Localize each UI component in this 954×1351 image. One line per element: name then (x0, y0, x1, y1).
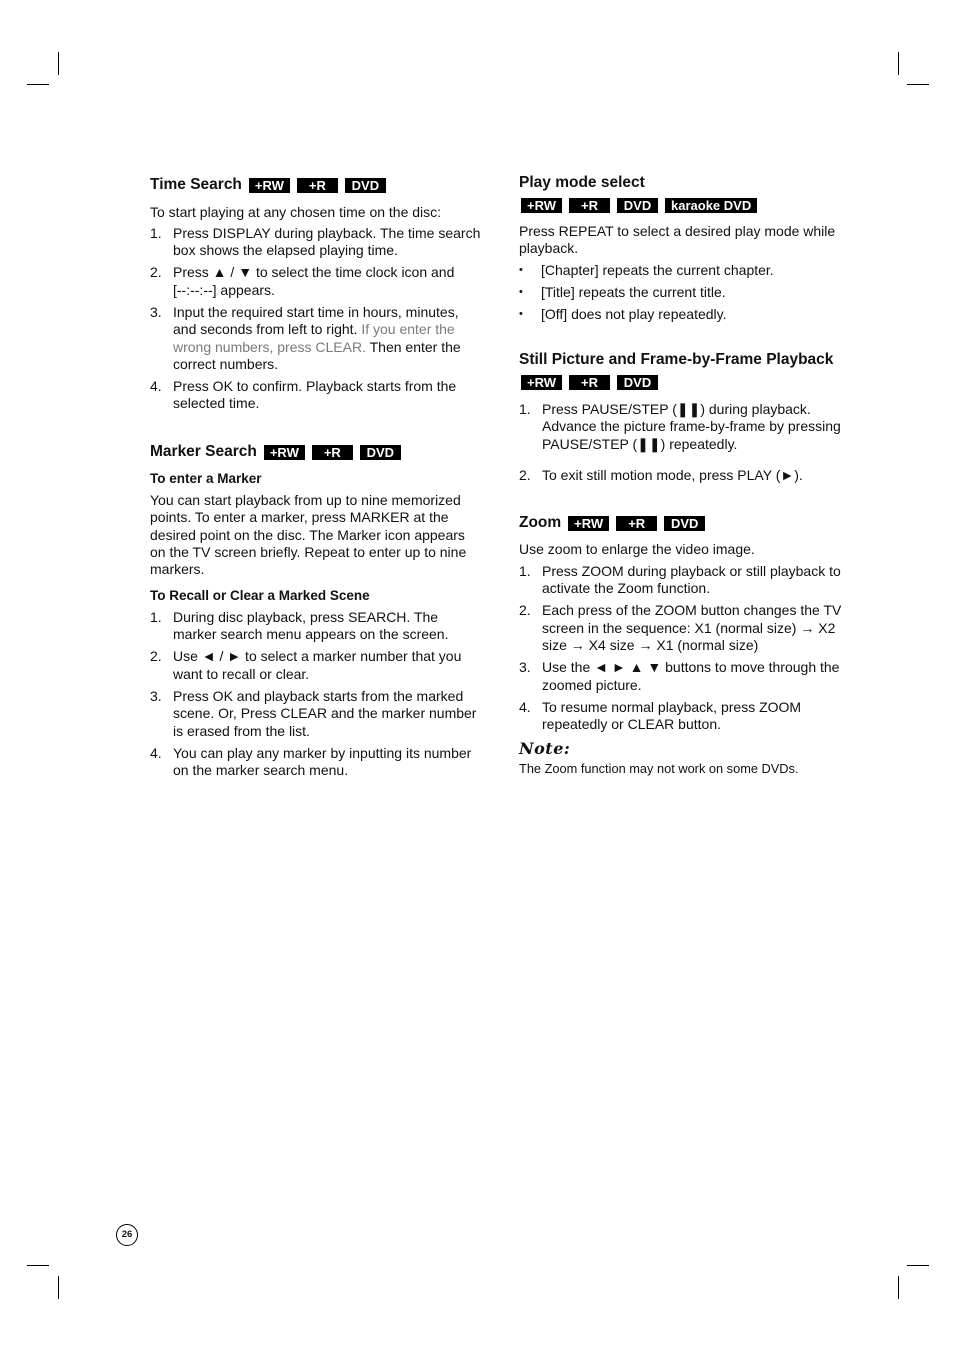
step-text: Press ▲ / ▼ to select the time clock icon and [--:--:--] appears. (173, 264, 455, 298)
note-title: Note: (519, 739, 571, 758)
enter-marker-subheading: To enter a Marker (150, 471, 262, 486)
time-search-intro: To start playing at any chosen time on the disc: (150, 204, 442, 220)
badge-plus-r: +R (297, 178, 338, 193)
crop-mark-bottom-left-vertical (58, 1276, 59, 1299)
option-text: [Title] repeats the current title. (541, 284, 726, 300)
enter-marker-paragraph: You can start playback from up to nine memorized points. To enter a marker, press MARKER at the desired point on the disc. The Marker icon appears on the TV screen briefly. Repeat to enter up to nine markers. (150, 492, 467, 578)
still-picture-badges (521, 375, 658, 390)
still-picture-heading (519, 351, 879, 369)
play-mode-heading (519, 174, 879, 192)
step-text-main: Input the required start time in hours, minutes, and seconds from left to right. (173, 303, 459, 338)
badge-plus-r: +R (569, 198, 610, 213)
step-item (150, 225, 510, 260)
step-text: Use ◄ / ► to select a marker number that you want to recall or clear. (173, 648, 462, 682)
bullet-marker: • (519, 308, 523, 320)
still-picture-steps (519, 401, 879, 489)
step-number: 3. (150, 687, 162, 704)
step-text: Press DISPLAY during playback. The time search box shows the elapsed playing time. (173, 225, 481, 259)
play-mode-badges (521, 198, 757, 213)
zoom-steps (519, 563, 879, 738)
step-number: 2. (519, 602, 531, 619)
play-mode-intro: Press REPEAT to select a desired play mode while playback. (519, 223, 836, 257)
step-item (150, 304, 510, 374)
step-text-after: Then enter the correct numbers. (173, 338, 461, 373)
section-title: Time Search (150, 176, 242, 193)
step-text: Each press of the ZOOM button changes the TV screen in the sequence: X1 (normal size) → X2 size → X4 size → X1 (normal size) (542, 602, 842, 654)
badge-plus-rw: +RW (521, 375, 562, 390)
step-number: 2. (150, 648, 162, 665)
crop-mark-bottom-left-horizontal (27, 1265, 49, 1266)
step-number: 1. (150, 225, 162, 241)
list-item (519, 306, 879, 323)
step-text: Press PAUSE/STEP (❚❚) during playback. Advance the picture frame-by-frame by pressing PAUSE/STEP (❚❚) repeatedly. (542, 401, 841, 452)
option-text: [Off] does not play repeatedly. (541, 306, 727, 322)
play-mode-options (519, 262, 879, 328)
section-title: Play mode select (519, 174, 645, 191)
section-title: Still Picture and Frame-by-Frame Playback (519, 351, 834, 368)
badge-plus-r: +R (616, 516, 657, 531)
step-item (150, 264, 510, 299)
step-number: 4. (150, 378, 162, 395)
time-search-steps (150, 225, 510, 417)
step-item (150, 745, 510, 780)
step-text: To exit still motion mode, press PLAY (►). (542, 467, 803, 484)
step-text: Press OK to confirm. Playback starts from the selected time. (173, 378, 457, 412)
step-number: 4. (519, 698, 531, 715)
step-item (519, 699, 879, 734)
bullet-marker: • (519, 286, 523, 298)
recall-marker-subheading: To Recall or Clear a Marked Scene (150, 588, 370, 603)
badge-plus-rw: +RW (568, 516, 609, 531)
step-text-muted: If you enter the wrong numbers, press CLEAR. (173, 321, 455, 355)
option-text: [Chapter] repeats the current chapter. (541, 262, 774, 278)
crop-mark-top-right-vertical (898, 52, 899, 75)
step-item (519, 401, 879, 453)
section-title: Marker Search (150, 443, 257, 460)
crop-mark-bottom-right-horizontal (907, 1265, 929, 1266)
step-number: 4. (150, 744, 162, 761)
step-number: 3. (519, 659, 531, 676)
list-item (519, 262, 879, 279)
step-item (150, 378, 510, 413)
step-item (519, 659, 879, 694)
step-text: During disc playback, press SEARCH. The marker search menu appears on the screen. (173, 609, 449, 643)
badge-plus-r: +R (312, 445, 353, 460)
bullet-marker: • (519, 264, 523, 276)
step-item (150, 688, 510, 740)
badge-plus-r: +R (569, 375, 610, 390)
section-title: Zoom (519, 514, 562, 531)
step-text: Use the ◄ ► ▲ ▼ buttons to move through the zoomed picture. (542, 659, 840, 693)
badge-dvd: DVD (345, 178, 386, 193)
crop-mark-top-left-horizontal (27, 84, 49, 85)
step-number: 2. (150, 264, 162, 281)
list-item (519, 284, 879, 301)
badge-karaoke-dvd: karaoke DVD (665, 198, 757, 213)
step-item (150, 609, 510, 644)
step-number: 1. (150, 609, 162, 625)
badge-plus-rw: +RW (521, 198, 562, 213)
step-text: Press ZOOM during playback or still playback to activate the Zoom function. (542, 563, 841, 597)
marker-search-heading (150, 443, 510, 461)
badge-dvd: DVD (617, 375, 658, 390)
zoom-intro: Use zoom to enlarge the video image. (519, 541, 755, 557)
badge-plus-rw: +RW (249, 178, 290, 193)
page-number-label: 26 (121, 1229, 133, 1240)
marker-search-steps (150, 609, 510, 784)
badge-dvd: DVD (360, 445, 401, 460)
step-text: Press OK and playback starts from the marked scene. Or, Press CLEAR and the marker number is erased from the list. (173, 687, 477, 739)
step-number: 1. (519, 401, 531, 417)
step-text: You can play any marker by inputting its number on the marker search menu. (173, 744, 472, 779)
crop-mark-top-right-horizontal (907, 84, 929, 85)
step-number: 1. (519, 563, 531, 579)
step-number: 3. (150, 303, 162, 320)
badge-dvd: DVD (617, 198, 658, 213)
page-number (116, 1224, 138, 1246)
step-item (519, 467, 879, 484)
note-text: The Zoom function may not work on some DVDs. (519, 761, 799, 776)
step-item (150, 648, 510, 683)
crop-mark-top-left-vertical (58, 52, 59, 75)
step-item (519, 602, 879, 654)
crop-mark-bottom-right-vertical (898, 1276, 899, 1299)
badge-dvd: DVD (664, 516, 705, 531)
zoom-heading (519, 514, 879, 532)
step-text (173, 304, 461, 374)
step-item (519, 563, 879, 598)
step-number: 2. (519, 467, 531, 484)
badge-plus-rw: +RW (264, 445, 305, 460)
time-search-heading (150, 176, 510, 194)
step-text: To resume normal playback, press ZOOM repeatedly or CLEAR button. (542, 698, 802, 733)
